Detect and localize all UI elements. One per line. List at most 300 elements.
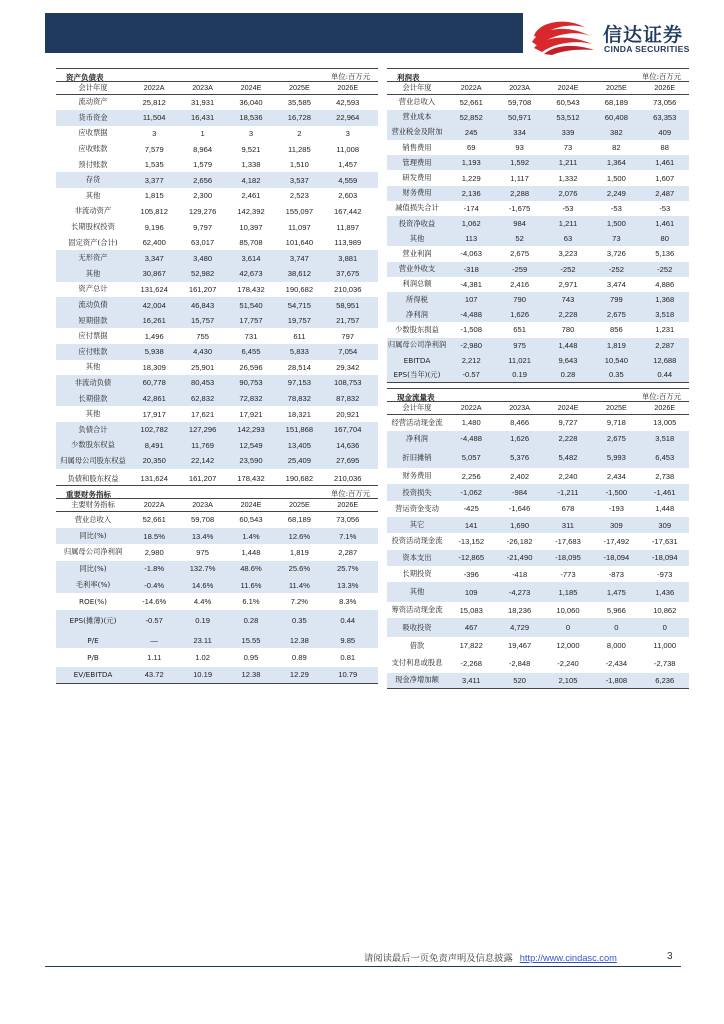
table-cell: -1,211 xyxy=(557,488,579,498)
table-cell: 2,656 xyxy=(193,175,213,185)
table-row xyxy=(387,353,689,368)
table-cell: 2,402 xyxy=(510,471,530,481)
table-row xyxy=(387,140,689,155)
table-cell: 15,083 xyxy=(459,605,483,615)
table-cell: 8,466 xyxy=(510,418,530,428)
table-cell: 1,819 xyxy=(289,547,309,557)
table-cell: 5,136 xyxy=(655,249,675,259)
table-cell: -2,240 xyxy=(557,658,579,668)
row-label: 其他 xyxy=(409,587,425,597)
table-cell: 132.7% xyxy=(189,564,216,574)
column-header-year: 2024E xyxy=(240,83,262,93)
table-cell: 651 xyxy=(513,325,526,335)
table-cell: 19,757 xyxy=(287,316,311,326)
table-cell: 4,559 xyxy=(338,175,358,185)
table-row xyxy=(56,157,378,173)
website-link[interactable]: http://www.cindasc.com xyxy=(519,953,617,963)
table-cell: 3,480 xyxy=(193,253,213,263)
row-label: 非流动负债 xyxy=(74,377,112,387)
row-label: 销售费用 xyxy=(402,142,432,152)
table-row xyxy=(387,484,689,500)
table-cell: 101,640 xyxy=(285,238,314,248)
table-row xyxy=(387,517,689,533)
table-row xyxy=(387,231,689,246)
row-label: 经营活动现金流 xyxy=(391,417,443,427)
column-header-year: 2026E xyxy=(337,83,359,93)
row-label: 支付利息或股息 xyxy=(391,658,443,668)
table-cell: 12,549 xyxy=(239,440,263,450)
table-cell: 11,021 xyxy=(508,355,531,365)
table-cell: 113,989 xyxy=(334,238,362,248)
row-label: 货币资金 xyxy=(78,112,108,122)
row-label: 同比(%) xyxy=(79,563,107,573)
table-row xyxy=(387,322,689,337)
table-cell: 18,236 xyxy=(507,605,532,615)
table-cell: -53 xyxy=(610,203,622,213)
table-cell: 25,409 xyxy=(287,456,311,466)
table-row xyxy=(387,368,689,383)
table-cell: -17,631 xyxy=(651,536,678,546)
table-cell: 3,377 xyxy=(144,175,164,185)
table-cell: 1,815 xyxy=(144,191,164,201)
row-label: 应付账款 xyxy=(78,346,108,356)
table-cell: 10.79 xyxy=(338,670,358,680)
table-row xyxy=(56,593,378,609)
table-cell: 1,436 xyxy=(655,587,675,597)
table-row xyxy=(56,188,378,204)
table-cell: -4,488 xyxy=(460,434,482,444)
table-cell: 6,236 xyxy=(655,675,675,685)
table-cell: 17,757 xyxy=(239,316,263,326)
table-cell: 731 xyxy=(244,331,258,341)
table-cell: 2,980 xyxy=(144,547,164,557)
table-cell: 2,256 xyxy=(461,471,481,481)
table-cell: -1,500 xyxy=(605,488,628,498)
column-header-label: 会计年度 xyxy=(402,402,432,412)
row-label: 非流动资产 xyxy=(74,206,112,216)
table-row xyxy=(56,406,378,422)
row-label: 预付账款 xyxy=(78,159,108,169)
table-cell: 52 xyxy=(515,234,524,244)
cash-flow-table xyxy=(387,388,689,689)
table-cell: 0 xyxy=(662,623,667,633)
table-title: 资产负债表 xyxy=(66,73,104,82)
table-row xyxy=(387,201,689,216)
balance-sheet-title-bar xyxy=(56,68,378,82)
table-cell: 8,491 xyxy=(144,440,164,450)
table-cell: 42,861 xyxy=(142,394,166,404)
table-row xyxy=(56,610,378,632)
table-cell: 10.19 xyxy=(193,670,213,680)
table-cell: 12.38 xyxy=(241,670,261,680)
table-cell: 339 xyxy=(561,127,575,137)
table-row xyxy=(56,328,378,344)
table-cell: -252 xyxy=(608,264,624,274)
table-cell: 63,353 xyxy=(653,112,677,122)
row-label: 减值损失合计 xyxy=(395,203,439,213)
table-cell: 113 xyxy=(465,234,478,244)
table-cell: 3,537 xyxy=(289,175,309,185)
table-cell: 7,579 xyxy=(144,144,164,154)
table-cell: -0.4% xyxy=(144,580,165,590)
footer-divider xyxy=(45,966,681,967)
table-cell: 1,117 xyxy=(510,173,529,183)
table-cell: 108,753 xyxy=(334,378,362,388)
table-cell: 23.11 xyxy=(193,635,212,645)
table-cell: 1,457 xyxy=(338,160,358,170)
row-label: 应收账款 xyxy=(78,144,108,154)
row-label: 长期借款 xyxy=(78,393,108,403)
table-cell: 743 xyxy=(561,295,575,305)
column-header-year: 2025E xyxy=(605,83,627,93)
table-cell: 3,223 xyxy=(558,249,578,259)
table-cell: -53 xyxy=(659,203,671,213)
table-cell: 80 xyxy=(660,234,669,244)
table-cell: 245 xyxy=(464,127,478,137)
table-cell: -18,094 xyxy=(651,553,678,563)
table-cell: 60,408 xyxy=(604,112,628,122)
table-row xyxy=(56,95,378,111)
column-header-row xyxy=(387,402,689,415)
table-cell: 13.4% xyxy=(191,531,214,541)
table-cell: 161,207 xyxy=(188,474,217,484)
table-cell: 1 xyxy=(200,128,205,138)
table-cell: 2,675 xyxy=(606,434,626,444)
table-cell: 334 xyxy=(513,127,526,137)
table-cell: 8,000 xyxy=(606,641,626,651)
table-cell: 0.95 xyxy=(243,653,259,663)
table-cell: 6,455 xyxy=(241,347,261,357)
column-header-year: 2023A xyxy=(192,83,213,93)
table-cell: 1,368 xyxy=(655,295,675,305)
table-row xyxy=(56,438,378,454)
table-cell: 2,288 xyxy=(510,188,530,198)
table-cell: 1,448 xyxy=(655,504,675,514)
row-label: 投资净收益 xyxy=(398,218,436,228)
table-cell: 1,332 xyxy=(558,173,578,183)
table-cell: -0.57 xyxy=(462,370,480,380)
table-row xyxy=(56,297,378,313)
table-row xyxy=(56,528,378,544)
table-cell: 1,496 xyxy=(144,331,164,341)
logo-english-name: CINDA SECURITIES xyxy=(604,44,690,54)
table-cell: 73 xyxy=(612,234,621,244)
table-cell: 12.29 xyxy=(289,670,309,680)
table-cell: 2,105 xyxy=(558,675,578,685)
table-unit: 单位:百万元 xyxy=(642,392,681,401)
table-cell: 129,276 xyxy=(188,206,217,216)
table-cell: 161,207 xyxy=(188,284,217,294)
table-cell: -1,508 xyxy=(460,325,482,335)
table-cell: 3 xyxy=(248,128,254,138)
row-label: 营业总收入 xyxy=(398,97,436,107)
table-cell: 3,518 xyxy=(655,434,675,444)
table-row xyxy=(387,602,689,618)
table-cell: 780 xyxy=(561,325,575,335)
table-cell: 17,917 xyxy=(142,409,166,419)
table-cell: 22,142 xyxy=(190,456,215,466)
row-label: 营业成本 xyxy=(402,112,432,122)
table-row xyxy=(387,125,689,140)
table-cell: 0.44 xyxy=(657,370,673,380)
table-row xyxy=(56,453,378,469)
table-cell: 38,612 xyxy=(287,269,311,279)
table-cell: 0.44 xyxy=(340,616,356,626)
table-cell: 1,193 xyxy=(461,158,481,168)
table-cell: 1,607 xyxy=(655,173,675,183)
table-cell: 85,708 xyxy=(239,238,263,248)
table-cell: 1,819 xyxy=(606,340,626,350)
row-label: EV/EBITDA xyxy=(73,670,113,680)
row-label: 流动资产 xyxy=(78,97,108,107)
table-cell: 50,971 xyxy=(507,112,532,122)
table-cell: 309 xyxy=(610,520,623,530)
table-title: 重要财务指标 xyxy=(66,490,111,499)
table-cell: 3,614 xyxy=(241,253,261,263)
table-row xyxy=(56,422,378,438)
table-cell: 11,285 xyxy=(288,144,311,154)
row-label: 无形资产 xyxy=(78,253,108,263)
row-label: 少数股东损益 xyxy=(395,324,439,334)
table-cell: -18,095 xyxy=(555,553,581,563)
table-cell: 984 xyxy=(513,219,526,229)
table-row xyxy=(387,654,689,673)
table-cell: -418 xyxy=(511,569,528,579)
table-row xyxy=(387,673,689,689)
table-cell: 3 xyxy=(152,128,157,138)
table-cell: 11,504 xyxy=(142,113,166,123)
table-cell: 18,536 xyxy=(239,113,263,123)
table-cell: 25,812 xyxy=(142,97,166,107)
table-cell: 2,487 xyxy=(655,188,675,198)
table-cell: 107 xyxy=(464,295,478,305)
table-cell: 16,728 xyxy=(287,113,311,123)
table-cell: 36,040 xyxy=(239,97,263,107)
table-cell: 1,535 xyxy=(144,160,164,170)
income-statement-table xyxy=(387,68,689,383)
table-cell: 9,521 xyxy=(241,144,261,154)
table-row xyxy=(56,313,378,329)
table-cell: 37,675 xyxy=(336,269,360,279)
table-cell: -193 xyxy=(608,504,624,514)
table-cell: -12,865 xyxy=(458,553,485,563)
column-header-year: 2024E xyxy=(240,500,262,510)
table-cell: 0.35 xyxy=(291,616,307,626)
table-cell: 87,832 xyxy=(336,394,360,404)
table-cell: 60,543 xyxy=(239,515,263,525)
table-cell: 20,350 xyxy=(142,456,166,466)
table-cell: 975 xyxy=(513,340,526,350)
table-cell: -174 xyxy=(463,203,479,213)
table-cell: -1,675 xyxy=(508,203,531,213)
table-cell: -21,490 xyxy=(506,553,533,563)
table-row xyxy=(387,246,689,261)
table-cell: 142,293 xyxy=(237,425,265,435)
table-cell: 1.4% xyxy=(242,531,260,541)
table-row xyxy=(387,155,689,170)
row-label: 利润总额 xyxy=(402,279,432,289)
table-cell: 2 xyxy=(297,128,302,138)
row-label: P/E xyxy=(87,635,99,645)
table-cell: 5,966 xyxy=(606,605,626,615)
table-cell: 51,540 xyxy=(239,300,263,310)
table-cell: 975 xyxy=(196,547,209,557)
row-label: 其他 xyxy=(85,409,101,419)
table-cell: -14.6% xyxy=(142,597,167,607)
table-cell: -252 xyxy=(560,264,576,274)
table-row xyxy=(387,533,689,549)
table-cell: 52,852 xyxy=(459,112,483,122)
table-cell: 12,688 xyxy=(653,355,677,365)
table-cell: 2,416 xyxy=(510,279,530,289)
table-row xyxy=(387,582,689,602)
table-row xyxy=(56,632,378,648)
table-cell: 1,461 xyxy=(655,158,675,168)
table-cell: 3,411 xyxy=(461,675,481,685)
table-cell: 2,076 xyxy=(558,188,578,198)
table-cell: 25.6% xyxy=(288,564,311,574)
table-cell: 3,881 xyxy=(338,253,358,263)
table-cell: -1,461 xyxy=(653,488,676,498)
table-cell: 1,480 xyxy=(461,418,481,428)
table-row xyxy=(387,95,689,110)
table-cell: 17,822 xyxy=(459,641,483,651)
row-label: 财务费用 xyxy=(402,471,432,481)
table-cell: 1,690 xyxy=(510,520,530,530)
table-cell: 2,300 xyxy=(193,191,213,201)
table-row xyxy=(387,566,689,582)
table-cell: 1,475 xyxy=(606,587,626,597)
table-cell: 167,704 xyxy=(334,425,362,435)
table-cell: 46,843 xyxy=(190,300,215,310)
table-cell: 15,757 xyxy=(190,316,215,326)
table-row xyxy=(56,577,378,593)
table-row xyxy=(56,544,378,560)
table-cell: 178,432 xyxy=(237,284,265,294)
table-cell: 13.3% xyxy=(336,580,359,590)
table-row xyxy=(56,235,378,251)
table-cell: 6,453 xyxy=(655,453,675,463)
table-cell: -396 xyxy=(463,569,479,579)
table-cell: 2,287 xyxy=(338,547,358,557)
table-cell: 48.6% xyxy=(240,564,262,574)
table-cell: 155,097 xyxy=(285,206,314,216)
table-cell: 5,057 xyxy=(461,453,481,463)
row-label: 应付票据 xyxy=(78,331,108,341)
table-cell: 93 xyxy=(515,143,524,153)
table-cell: 60,543 xyxy=(556,97,580,107)
table-cell: 4,886 xyxy=(655,279,675,289)
table-row xyxy=(56,126,378,142)
table-cell: 2,603 xyxy=(338,191,358,201)
table-cell: -4,381 xyxy=(460,279,482,289)
table-cell: 5,938 xyxy=(144,347,164,357)
table-cell: 178,432 xyxy=(237,474,265,484)
table-cell: 11,769 xyxy=(191,440,214,450)
row-label: 净利润 xyxy=(406,433,428,443)
table-row xyxy=(387,170,689,185)
table-row xyxy=(387,186,689,201)
table-cell: 409 xyxy=(658,127,672,137)
row-label: 归属母公司净利润 xyxy=(63,547,123,557)
table-cell: 14.6% xyxy=(191,580,214,590)
row-label: 资本支出 xyxy=(402,552,432,562)
table-cell: 2,228 xyxy=(558,434,578,444)
table-cell: 4,182 xyxy=(241,175,261,185)
table-cell: 0.28 xyxy=(560,370,576,380)
table-row xyxy=(56,110,378,126)
table-cell: 3,726 xyxy=(606,249,626,259)
table-cell: 9,643 xyxy=(558,355,578,365)
table-cell: -252 xyxy=(657,264,673,274)
table-cell: 5,482 xyxy=(558,453,578,463)
table-cell: 43.72 xyxy=(144,670,164,680)
table-cell: 1,626 xyxy=(510,310,530,320)
table-cell: -773 xyxy=(560,569,576,579)
table-cell: 22,964 xyxy=(336,113,360,123)
table-cell: 131,624 xyxy=(140,284,168,294)
row-label: 同比(%) xyxy=(79,531,107,541)
table-row xyxy=(387,431,689,447)
row-label: 其它 xyxy=(409,520,425,530)
row-label: 筹资活动现金流 xyxy=(391,605,443,615)
table-cell: -973 xyxy=(657,569,673,579)
table-cell: 9,718 xyxy=(606,418,626,428)
column-header-year: 2026E xyxy=(337,500,359,510)
table-cell: 53,512 xyxy=(556,112,580,122)
table-cell: 30,867 xyxy=(142,269,166,279)
table-cell: 5,993 xyxy=(606,453,626,463)
table-cell: 0.81 xyxy=(340,653,356,663)
table-cell: — xyxy=(150,635,158,645)
footer-disclaimer xyxy=(364,950,617,964)
row-label: EPS(当年)(元) xyxy=(393,369,441,379)
table-cell: 11,000 xyxy=(653,641,677,651)
table-row xyxy=(387,338,689,353)
row-label: 其他 xyxy=(85,362,101,372)
row-label: 营业利润 xyxy=(402,248,432,258)
row-label: 少数股东权益 xyxy=(71,440,115,450)
table-cell: 11,008 xyxy=(336,144,360,154)
column-header-year: 2023A xyxy=(509,403,530,413)
table-row xyxy=(56,172,378,188)
table-cell: 13,405 xyxy=(287,440,311,450)
table-row xyxy=(56,512,378,528)
table-cell: 42,673 xyxy=(239,269,263,279)
table-row xyxy=(387,618,689,637)
company-logo xyxy=(528,14,718,56)
table-cell: 21,757 xyxy=(336,316,360,326)
logo-chinese-name: 信达证券 xyxy=(603,24,684,46)
table-cell: 52,661 xyxy=(142,515,166,525)
key-indicators-title-bar xyxy=(56,485,378,499)
table-cell: 0.89 xyxy=(291,653,307,663)
table-cell: -318 xyxy=(463,264,479,274)
table-cell: 1,448 xyxy=(241,547,261,557)
table-row xyxy=(56,375,378,391)
table-row xyxy=(387,637,689,653)
table-cell: 0 xyxy=(565,623,571,633)
table-cell: 63 xyxy=(563,234,573,244)
row-label: 营运资金变动 xyxy=(395,503,439,513)
table-cell: 5,376 xyxy=(510,453,530,463)
table-cell: 0.35 xyxy=(608,370,624,380)
table-cell: 54,715 xyxy=(287,300,311,310)
table-cell: 0.19 xyxy=(195,616,210,626)
table-cell: 2,461 xyxy=(241,191,261,201)
table-row xyxy=(387,501,689,517)
table-cell: 6.1% xyxy=(242,597,260,607)
